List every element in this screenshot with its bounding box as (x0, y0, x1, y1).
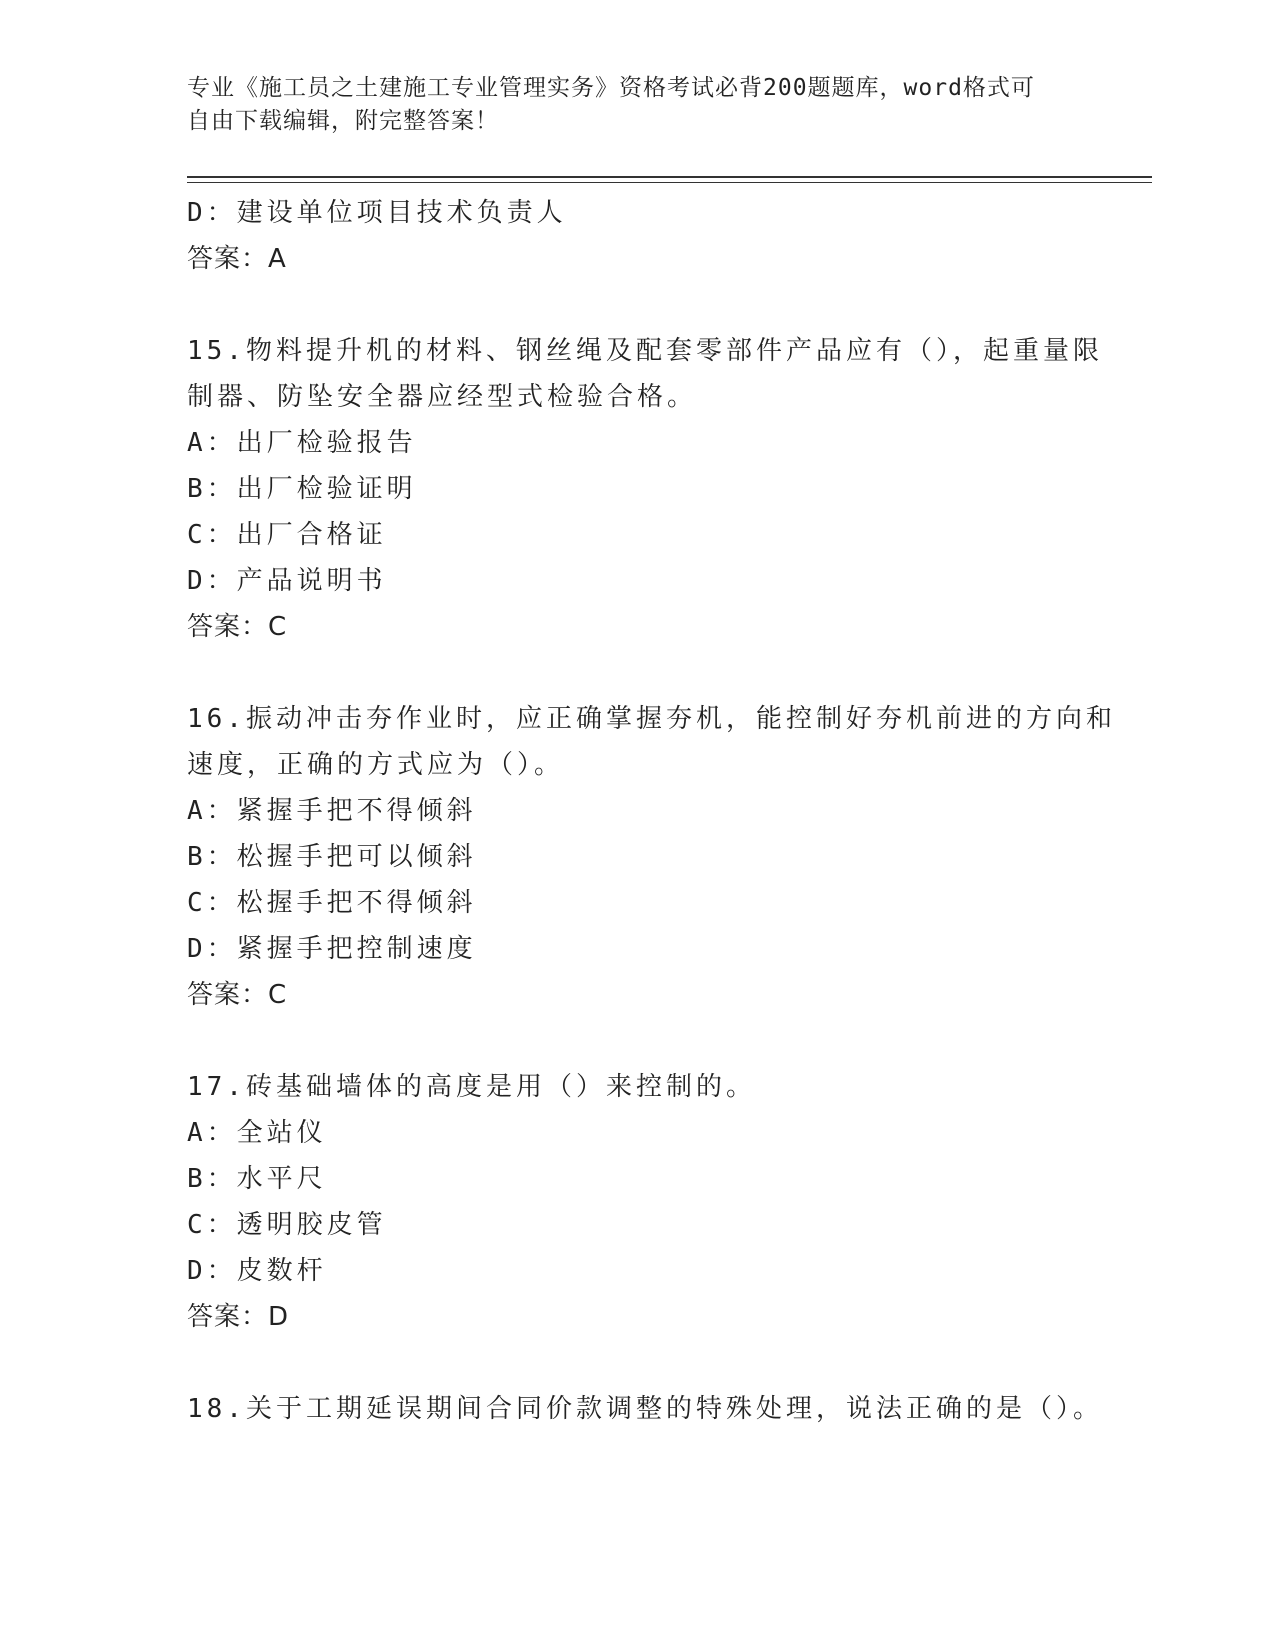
question-text-line-1: 18.关于工期延误期间合同价款调整的特殊处理，说法正确的是（）。 (187, 1394, 1103, 1424)
header-rule-thick (187, 176, 1152, 178)
answer: 答案：C (187, 612, 288, 642)
question-16 (187, 696, 1116, 1018)
option-b: B：松握手把可以倾斜 (187, 842, 477, 872)
question-text-line-1: 15.物料提升机的材料、钢丝绳及配套零部件产品应有（），起重量限 (187, 336, 1103, 366)
option-d: D：建设单位项目技术负责人 (187, 198, 567, 228)
spacer (187, 650, 1087, 696)
option-a: A：全站仪 (187, 1118, 327, 1148)
question-text-line-2: 制器、防坠安全器应经型式检验合格。 (187, 382, 698, 412)
option-c: C：透明胶皮管 (187, 1210, 387, 1240)
question-15 (187, 328, 1103, 650)
option-b: B：出厂检验证明 (187, 474, 417, 504)
question-18 (187, 1386, 1103, 1432)
spacer (187, 1018, 1087, 1064)
question-text-line-1: 17.砖基础墙体的高度是用（）来控制的。 (187, 1072, 756, 1102)
option-d: D：产品说明书 (187, 566, 387, 596)
option-b: B：水平尺 (187, 1164, 327, 1194)
option-c: C：出厂合格证 (187, 520, 387, 550)
question-text-line-1: 16.振动冲击夯作业时，应正确掌握夯机，能控制好夯机前进的方向和 (187, 704, 1116, 734)
spacer (187, 1340, 1087, 1386)
spacer (187, 282, 1087, 328)
document-header (187, 72, 1087, 138)
header-rule-thin (187, 182, 1152, 183)
header-line-2: 自由下载编辑，附完整答案！ (187, 108, 499, 134)
question-list (187, 190, 1116, 1432)
option-d: D：紧握手把控制速度 (187, 934, 477, 964)
option-c: C：松握手把不得倾斜 (187, 888, 477, 918)
question-17 (187, 1064, 1087, 1340)
option-d: D：皮数杆 (187, 1256, 327, 1286)
question-text-line-2: 速度，正确的方式应为（）。 (187, 750, 565, 780)
header-line-1: 专业《施工员之土建施工专业管理实务》资格考试必背200题题库，word格式可 (187, 75, 1035, 101)
option-a: A：紧握手把不得倾斜 (187, 796, 477, 826)
answer: 答案：D (187, 1302, 290, 1332)
answer: 答案：A (187, 244, 287, 274)
answer: 答案：C (187, 980, 288, 1010)
option-a: A：出厂检验报告 (187, 428, 417, 458)
